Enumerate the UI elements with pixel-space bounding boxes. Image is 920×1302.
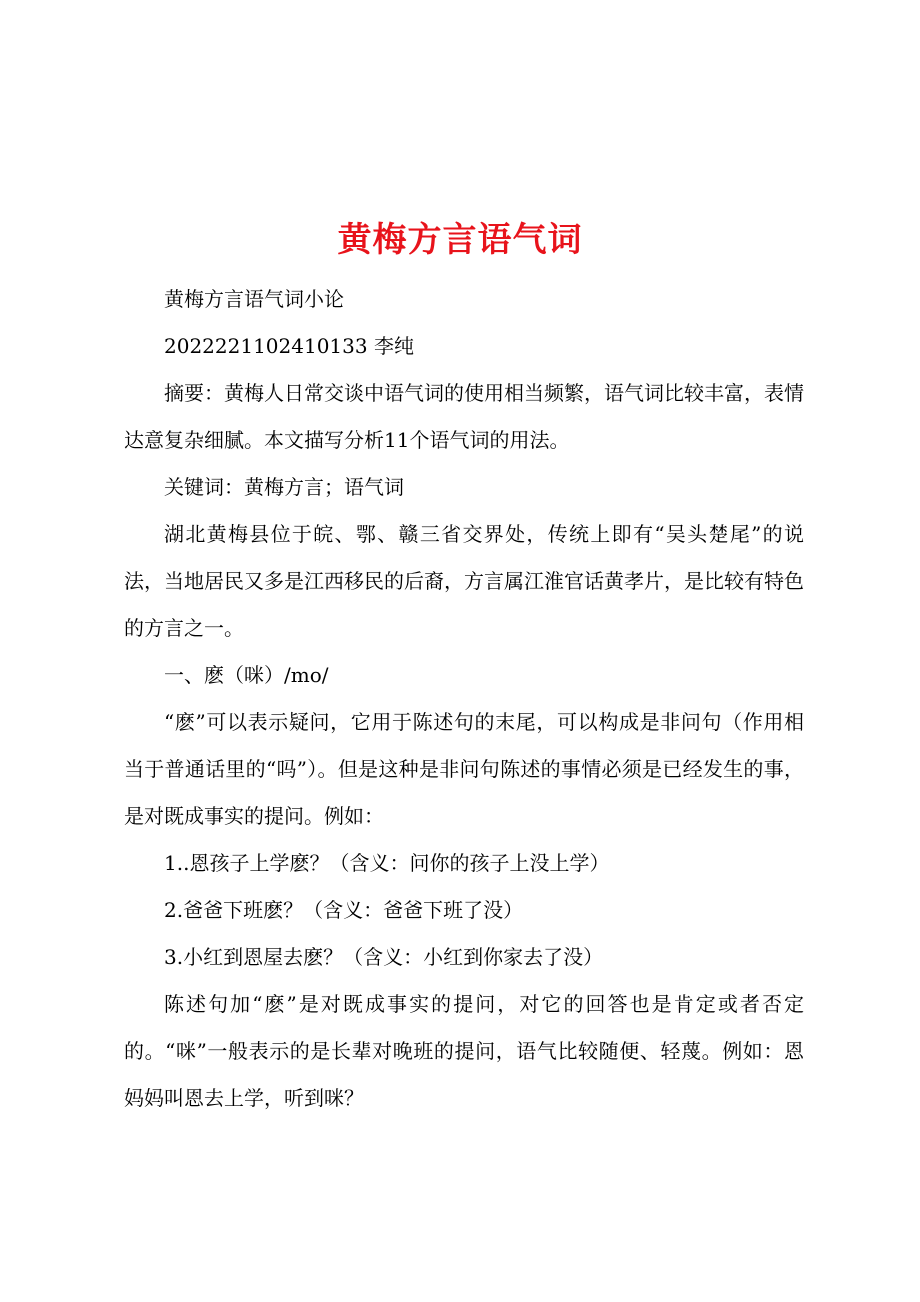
subtitle-paragraph: 黄梅方言语气词小论 — [164, 287, 344, 311]
example-item: 3.小红到恩屋去麽？（含义：小红到你家去了没） — [164, 945, 604, 969]
document-body — [124, 276, 804, 1122]
section-heading: 一、麽（咪）/mo/ — [164, 663, 329, 687]
body-paragraph: “麽”可以表示疑问，它用于陈述句的末尾，可以构成是非问句（作用相当于普通话里的“吗”）。但是这种是非问句陈述的事情必须是已经发生的事，是对既成事实的提问。例如： — [124, 710, 804, 828]
document-title: 黄梅方言语气词 — [337, 219, 583, 260]
intro-paragraph: 湖北黄梅县位于皖、鄂、赣三省交界处，传统上即有“吴头楚尾”的说法，当地居民又多是江西移民的后裔，方言属江淮官话黄孝片，是比较有特色的方言之一。 — [124, 522, 804, 640]
body-paragraph: 陈述句加“麽”是对既成事实的提问，对它的回答也是肯定或者否定的。“咪”一般表示的是长辈对晚班的提问，语气比较随便、轻蔑。例如：恩妈妈叫恩去上学，听到咪？ — [124, 992, 804, 1110]
example-item: 1..恩孩子上学麽？（含义：问你的孩子上没上学） — [164, 851, 610, 875]
abstract-paragraph: 摘要：黄梅人日常交谈中语气词的使用相当频繁，语气词比较丰富，表情达意复杂细腻。本文描写分析11个语气词的用法。 — [124, 381, 804, 452]
author-line: 2022221102410133 李纯 — [164, 334, 414, 358]
keywords-paragraph: 关键词：黄梅方言；语气词 — [164, 475, 404, 499]
example-item: 2.爸爸下班麽？（含义：爸爸下班了没） — [164, 898, 524, 922]
